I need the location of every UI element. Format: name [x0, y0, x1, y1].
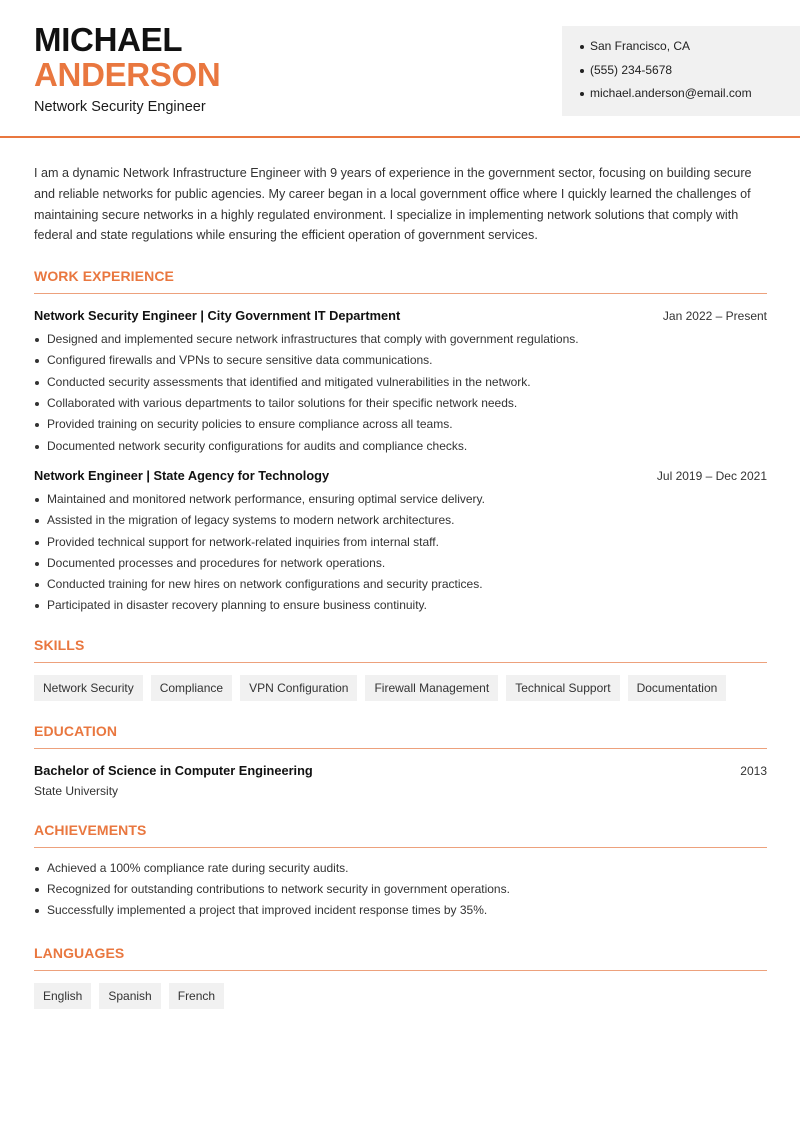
- resume-header: [0, 0, 800, 138]
- language-tag: English: [34, 983, 91, 1009]
- list-item: Maintained and monitored network performance, ensuring optimal service delivery.: [34, 489, 767, 510]
- list-item: Configured firewalls and VPNs to secure sensitive data communications.: [34, 350, 767, 371]
- first-name: MICHAEL: [34, 21, 183, 58]
- language-tag: French: [169, 983, 224, 1009]
- skill-tag: VPN Configuration: [240, 675, 357, 701]
- job-bullets: [34, 329, 767, 457]
- skill-tag: Network Security: [34, 675, 143, 701]
- contact-list: [580, 38, 800, 109]
- contact-box: [562, 26, 800, 116]
- resume-body: [34, 163, 767, 1009]
- last-name: ANDERSON: [34, 56, 221, 93]
- languages-list: [34, 983, 767, 1009]
- job-entry-title: Network Engineer | State Agency for Technology: [34, 467, 330, 483]
- skill-tag: Technical Support: [506, 675, 619, 701]
- skill-tag: Compliance: [151, 675, 232, 701]
- graduation-year: 2013: [740, 763, 767, 778]
- list-item: Provided technical support for network-related inquiries from internal staff.: [34, 532, 767, 553]
- section-title-work: WORK EXPERIENCE: [34, 268, 767, 294]
- job-entry: [34, 308, 767, 457]
- skill-tag: Documentation: [628, 675, 727, 701]
- section-title-education: EDUCATION: [34, 723, 767, 749]
- job-entry-date: Jan 2022 – Present: [662, 309, 767, 324]
- list-item: Documented network security configurations for audits and compliance checks.: [34, 436, 767, 457]
- job-entry-date: Jul 2019 – Dec 2021: [656, 468, 767, 483]
- list-item: Achieved a 100% compliance rate during security audits.: [34, 858, 767, 879]
- section-title-skills: SKILLS: [34, 637, 767, 663]
- school-name: State University: [34, 783, 119, 798]
- list-item: Designed and implemented secure network infrastructures that comply with government regulations.: [34, 329, 767, 350]
- list-item: Provided training on security policies to ensure compliance across all teams.: [34, 414, 767, 435]
- contact-phone: (555) 234-5678: [580, 62, 800, 86]
- list-item: Successfully implemented a project that improved incident response times by 35%.: [34, 900, 767, 921]
- list-item: Assisted in the migration of legacy systems to modern network architectures.: [34, 510, 767, 531]
- list-item: Participated in disaster recovery planning to ensure business continuity.: [34, 595, 767, 616]
- achievements-list: [34, 858, 767, 922]
- degree: Bachelor of Science in Computer Engineering: [34, 762, 313, 778]
- contact-email[interactable]: michael.anderson@email.com: [580, 85, 800, 109]
- language-tag: Spanish: [99, 983, 160, 1009]
- candidate-name: [34, 22, 220, 92]
- job-entry-title: Network Security Engineer | City Government IT Department: [34, 308, 401, 324]
- summary: I am a dynamic Network Infrastructure Engineer with 9 years of experience in the government sector, focusing on building secure and reliable networks for public agencies. My career began in a local government office where I quickly learned the challenges of maintaining secure networks in a highly regulated environment. I specialize in implementing network solutions that comply with federal and state regulations while ensuring the efficient operation of government services.: [34, 166, 752, 243]
- list-item: Conducted security assessments that identified and mitigated vulnerabilities in the network.: [34, 372, 767, 393]
- section-title-languages: LANGUAGES: [34, 945, 767, 971]
- job-entry: [34, 468, 767, 617]
- list-item: Documented processes and procedures for network operations.: [34, 553, 767, 574]
- education-entry: [34, 763, 767, 778]
- skill-tag: Firewall Management: [365, 675, 498, 701]
- section-title-achievements: ACHIEVEMENTS: [34, 822, 767, 848]
- skills-list: [34, 675, 767, 701]
- list-item: Conducted training for new hires on network configurations and security practices.: [34, 574, 767, 595]
- job-bullets: [34, 489, 767, 617]
- list-item: Recognized for outstanding contributions to network security in government operations.: [34, 879, 767, 900]
- job-title: Network Security Engineer: [34, 99, 206, 115]
- list-item: Collaborated with various departments to tailor solutions for their specific network needs.: [34, 393, 767, 414]
- contact-location: San Francisco, CA: [580, 38, 800, 62]
